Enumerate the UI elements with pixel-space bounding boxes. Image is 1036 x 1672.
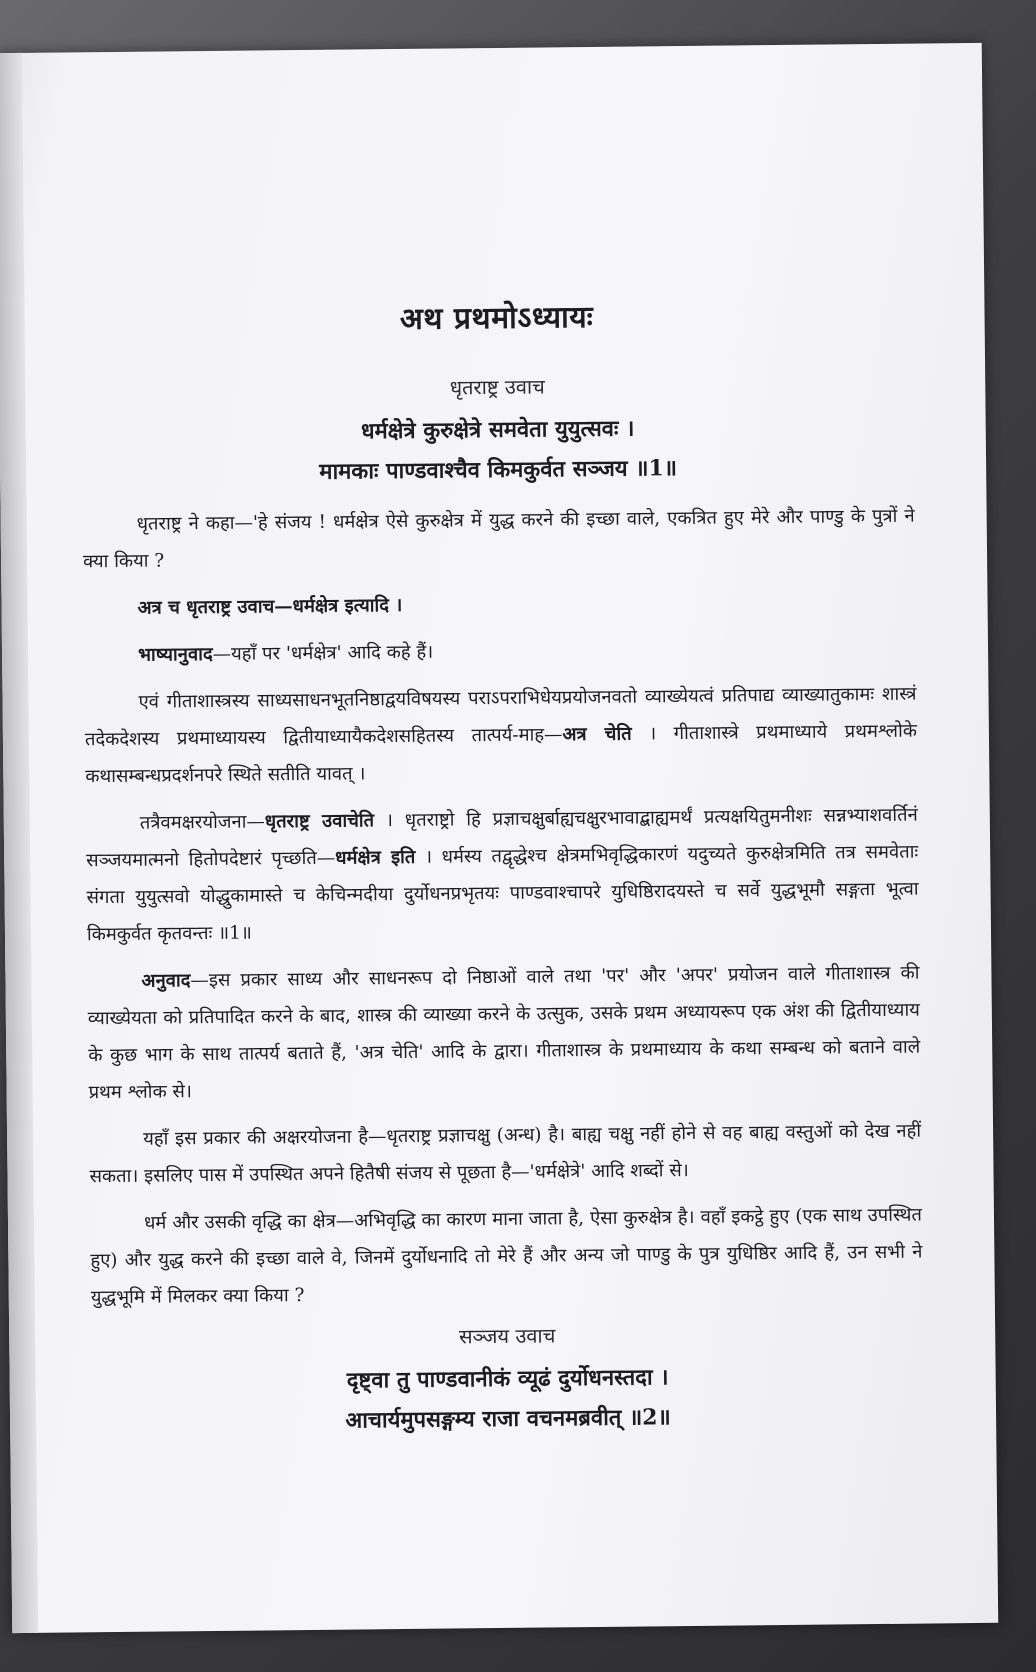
- anuvad-text: —इस प्रकार साध्य और साधनरूप दो निष्ठाओं वाले तथा 'पर' और 'अपर' प्रयोजन वाले गीताशास्त्र की व्याख्येयता को प्रतिपादित करने के बाद, शास्त्र की व्याख्या करने के उत्सुक, उसके प्रथम अध्यायरूप एक अंश की द्वितीयाध्याय के कुछ भाग के साथ तात्पर्य बताते हैं, 'अत्र चेति' आदि के द्वारा। गीताशास्त्र के प्रथमाध्याय के कथा सम्बन्ध को बताने वाले प्रथम श्लोक से।: [87, 962, 921, 1104]
- bhashyanuvad-text: —यहाँ पर 'धर्मक्षेत्र' आदि कहे हैं।: [212, 641, 434, 665]
- verse-1: [82, 406, 915, 495]
- paragraph-atra-cha: [83, 582, 915, 628]
- bhashyanuvad-label: भाष्यानुवाद: [137, 643, 213, 666]
- verse-2: [91, 1355, 924, 1444]
- verse-1-line-1: धर्मक्षेत्रे कुरुक्षेत्रे समवेता युयुत्सवः ।: [360, 415, 635, 445]
- commentary-1-bold: अत्र चेति: [562, 723, 632, 746]
- commentary-2-part-c: । धर्मस्य तद्वृद्धेश्च क्षेत्रमभिवृद्धिकारणं यदुच्यते कुरुक्षेत्रमिति तत्र समवेताः संगता युयुत्सवो योद्धुकामास्ते च केचिन्मदीया दुर्योधनप्रभृतयः पाण्डवाश्चापरे युधिष्ठिरादयस्ते च सर्वे युद्धभूमौ सङ्गता भूत्वा किमकुर्वत कृतवन्तः ॥1॥: [86, 841, 919, 946]
- book-page: [0, 43, 998, 1633]
- atra-cha-text: अत्र च धृतराष्ट्र उवाच—धर्मक्षेत्र इत्यादि ।: [137, 594, 403, 619]
- paragraph-translation-1: धृतराष्ट्र ने कहा—'हे संजय ! धर्मक्षेत्र ऐसे कुरुक्षेत्र में युद्ध करने की इच्छा वाले, एकत्रित हुए मेरे और पाण्डु के पुत्रों ने क्या किया ?: [82, 505, 915, 573]
- commentary-2-bold-1: धृतराष्ट्र उवाचेति: [264, 810, 375, 833]
- paragraph-anuvad: [87, 955, 921, 1112]
- paragraph-dharma-kshetra: धर्म और उसकी वृद्धि का क्षेत्र—अभिवृद्धि का कारण माना जाता है, ऐसा कुरुक्षेत्र है। वहाँ इकट्ठे हुए (एक साथ उपस्थित हुए) और युद्ध करने की इच्छा वाले वे, जिनमें दुर्योधनादि तो मेरे हैं और अन्य जो पाण्डु के पुत्र युधिष्ठिर आदि हैं, उन सभी ने युद्धभूमि में मिलकर क्या किया ?: [90, 1204, 923, 1309]
- paragraph-bhashyanuvad: [84, 629, 916, 675]
- speaker-heading-sanjaya: सञ्जय उवाच: [458, 1323, 556, 1349]
- paragraph-sanskrit-commentary-1: [84, 676, 917, 796]
- page-gutter: [0, 53, 38, 1633]
- speaker-heading-dhritarashtra: धृतराष्ट्र उवाच: [449, 374, 545, 400]
- commentary-1-part-a: एवं गीताशास्त्रस्य साध्यसाधनभूतनिष्ठाद्वयविषयस्य पराऽपराभिधेयप्रयोजनवतो व्याख्येयत्वं प्रतिपाद्य व्याख्यातुकामः शास्त्रं तदेकदेशस्य प्रथमाध्यायस्य द्वितीयाध्यायैकदेशसहितस्य तात्पर्य-माह—: [84, 683, 917, 751]
- paragraph-aksharayojana: यहाँ इस प्रकार की अक्षरयोजना है—धृतराष्ट्र प्रज्ञाचक्षु (अन्ध) है। बाह्य चक्षु नहीं होने से वह बाह्य वस्तुओं को देख नहीं सकता। इसलिए पास में उपस्थित अपने हितैषी संजय से पूछता है—'धर्मक्षेत्रे' आदि शब्दों से।: [89, 1120, 922, 1188]
- verse-2-line-1: दृष्ट्वा तु पाण्डवानीकं व्यूढं दुर्योधनस्तदा ।: [346, 1364, 669, 1394]
- commentary-2-part-b: । धृतराष्ट्रो हि प्रज्ञाचक्षुर्बाह्यचक्षुरभावाद्बाह्यमर्थं प्रत्यक्षयितुमनीशः सन्नभ्याशवर्तिनं सञ्जयमात्मनो हितोपदेष्टारं पृच्छति—: [86, 804, 918, 872]
- anuvad-label: अनुवाद: [141, 970, 191, 992]
- commentary-1-part-b: । गीताशास्त्रे प्रथमाध्याये प्रथमश्लोके कथासम्बन्धप्रदर्शनपरे स्थिते सतीति यावत् ।: [85, 720, 918, 788]
- chapter-title: अथ प्रथमोऽध्यायः: [399, 299, 594, 337]
- paragraph-sanskrit-commentary-2: [86, 797, 920, 954]
- commentary-2-part-a: तत्रैवमक्षरयोजना—: [139, 811, 265, 834]
- verse-2-line-2: आचार्यमुपसङ्गम्य राजा वचनमब्रवीत् ॥2॥: [345, 1404, 671, 1434]
- commentary-2-bold-2: धर्मक्षेत्र इति: [335, 846, 416, 869]
- verse-1-line-2: मामकाः पाण्डवाश्चैव किमकुर्वत सञ्जय ॥1॥: [319, 455, 678, 485]
- page-content: [80, 292, 924, 1456]
